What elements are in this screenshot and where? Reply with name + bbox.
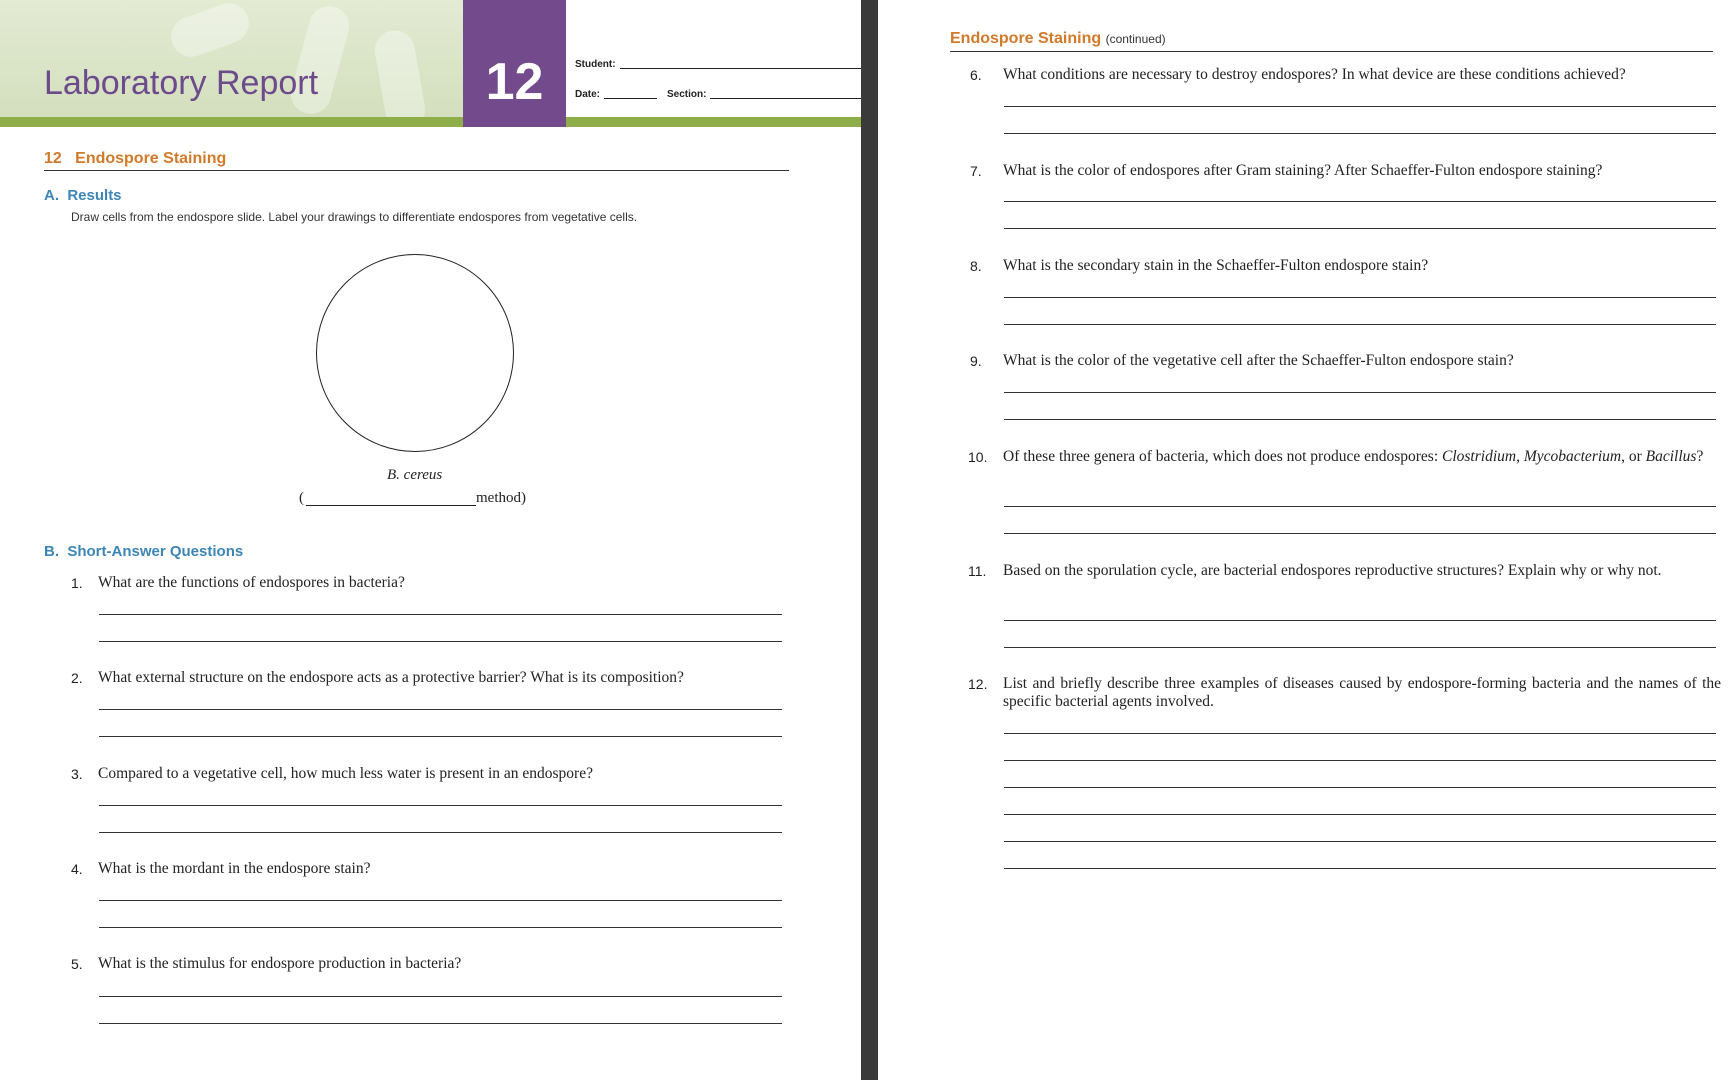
answer-line[interactable] — [99, 832, 782, 833]
method-field[interactable] — [306, 505, 476, 506]
answer-line[interactable] — [1004, 841, 1716, 842]
section-a-heading: A. Results — [44, 187, 122, 204]
header-banner — [0, 0, 463, 117]
student-field[interactable] — [620, 68, 861, 69]
answer-line[interactable] — [1004, 733, 1716, 734]
section-field[interactable] — [710, 98, 861, 99]
lab-title: Endospore Staining — [75, 150, 227, 167]
bacteria-illustration — [166, 0, 255, 62]
section-label: Section: — [667, 89, 707, 100]
answer-line[interactable] — [1004, 419, 1716, 420]
answer-line[interactable] — [99, 614, 782, 615]
answer-line[interactable] — [99, 900, 782, 901]
answer-line[interactable] — [1004, 533, 1716, 534]
method-open: ( — [299, 490, 304, 506]
answer-line[interactable] — [1004, 814, 1716, 815]
section-a-instructions: Draw cells from the endospore slide. Label your drawings to differentiate endospores from vegetative cells. — [71, 210, 638, 224]
answer-line[interactable] — [1004, 506, 1716, 507]
answer-line[interactable] — [99, 996, 782, 997]
answer-line[interactable] — [1004, 647, 1716, 648]
answer-line[interactable] — [99, 1023, 782, 1024]
answer-line[interactable] — [99, 641, 782, 642]
answer-line[interactable] — [1004, 620, 1716, 621]
answer-line[interactable] — [99, 927, 782, 928]
section-b-heading: B. Short-Answer Questions — [44, 543, 244, 560]
right-page: Endospore Staining (continued) 6. What conditions are necessary to destroy endospores? In what device are these conditions achieved? 7. What is the color of endospores after Gram staining? After Schaeffer-Fulton endospore staining? 8. What is the secondary stain in the Schaeffer-Fulton endospore stain? 9. What is the color of the vegetative cell after the Schaeffer-Fulton endospore stain? 10. Of these three genera of bacteria, which does not produce endospores: Clostridium, Mycobacterium, or Bacillus? 11. Based on the sporulation cycle, are bacterial endospores reproductive structures? Explain why or why not. 12. List and briefly describe three examples of diseases caused by endospore-forming bacteria and the names of the specific bacterial agents involved. — [878, 0, 1728, 1080]
answer-line[interactable] — [1004, 297, 1716, 298]
answer-line[interactable] — [1004, 228, 1716, 229]
left-page: Laboratory Report 12 Student: Date: Section: 12 Endospore Staining A. Results Draw cells from the endospore slide. Label your drawings to differentiate endospores from vegetative cells. B. cereus ( method) B. Short-Answer Questions 1. What are the functions of endospores in bacteria? 2. What external structure on the endospore acts as a protective barrier? What is its composition? 3. Compared to a vegetative cell, how much less water is present in an endospore? 4. What is the mordant in the endospore stain? 5. What is the stimulus for endospore production in bacteria? — [0, 0, 861, 1080]
answer-line[interactable] — [1004, 133, 1716, 134]
answer-line[interactable] — [1004, 392, 1716, 393]
heading-rule — [44, 170, 789, 171]
specimen-caption: B. cereus — [387, 467, 443, 483]
answer-line[interactable] — [1004, 324, 1716, 325]
date-label: Date: — [575, 89, 601, 100]
answer-line[interactable] — [1004, 106, 1716, 107]
answer-line[interactable] — [99, 736, 782, 737]
answer-line[interactable] — [99, 805, 782, 806]
answer-line[interactable] — [99, 709, 782, 710]
lab-number: 12 — [44, 150, 62, 167]
chapter-number: 12 — [463, 0, 566, 127]
header-accent-bar — [566, 117, 861, 127]
bacteria-illustration — [372, 27, 429, 117]
answer-line[interactable] — [1004, 201, 1716, 202]
heading-rule — [950, 51, 1713, 52]
answer-line[interactable] — [1004, 868, 1716, 869]
answer-line[interactable] — [1004, 760, 1716, 761]
lab-heading — [44, 150, 226, 168]
date-field[interactable] — [604, 98, 657, 99]
header-accent-bar — [0, 117, 463, 127]
continued-heading: Endospore Staining (continued) — [950, 30, 1166, 47]
answer-line[interactable] — [1004, 787, 1716, 788]
report-title: Laboratory Report — [44, 64, 319, 102]
student-label: Student: — [575, 59, 616, 70]
method-close: method) — [476, 490, 526, 506]
drawing-circle[interactable] — [316, 254, 514, 452]
